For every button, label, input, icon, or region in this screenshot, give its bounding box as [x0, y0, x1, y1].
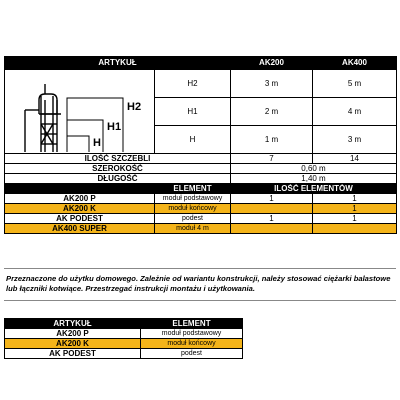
note-bottom-divider	[4, 300, 396, 301]
height-label: H1	[155, 98, 231, 126]
elements-desc: moduł podstawowy	[141, 329, 243, 339]
height-ak200: 3 m	[231, 70, 313, 98]
usage-note: Przeznaczone do użytku domowego. Zależnie od wariantu konstrukcji, należy stosować ciężarki balastowe lub łączniki kotwiące. Przestrzegać instrukcji montażu i użytkowania.	[6, 274, 391, 294]
element-ak400: 1	[313, 214, 397, 224]
element-name: AK200 P	[5, 194, 155, 204]
element-ak200: 1	[231, 214, 313, 224]
elements-name: AK200 K	[5, 339, 141, 349]
rungs-row	[5, 154, 397, 164]
element-desc: moduł końcowy	[155, 204, 231, 214]
rungs-label: ILOŚĆ SZCZEBLI	[5, 154, 231, 164]
element-name: AK PODEST	[5, 214, 155, 224]
element-name: AK400 SUPER	[5, 224, 155, 234]
note-top-divider	[4, 268, 396, 269]
element-ak400	[313, 224, 397, 234]
elements-row	[5, 339, 243, 349]
height-ak400: 3 m	[313, 126, 397, 154]
height-label: H	[155, 126, 231, 154]
element-header-blank	[5, 184, 155, 194]
height-ak400: 4 m	[313, 98, 397, 126]
spec-header-row	[5, 57, 397, 70]
elements-header-row	[5, 319, 243, 329]
height-ak400: 5 m	[313, 70, 397, 98]
elements-row	[5, 349, 243, 359]
col-header-ak200: AK200	[231, 57, 313, 70]
rungs-ak400: 14	[313, 154, 397, 164]
diagram-label-h1: H1	[107, 121, 122, 133]
ladder-diagram-cell	[5, 70, 155, 154]
element-header-count: ILOŚĆ ELEMENTÓW	[231, 184, 397, 194]
element-name: AK200 K	[5, 204, 155, 214]
element-header-row	[5, 184, 397, 194]
rungs-ak200: 7	[231, 154, 313, 164]
col-header-ak400: AK400	[313, 57, 397, 70]
col-header-element: ELEMENT	[141, 319, 243, 329]
element-ak400: 1	[313, 194, 397, 204]
width-value: 0,60 m	[231, 164, 397, 174]
col-header-artykul: ARTYKUŁ	[5, 319, 141, 329]
element-desc: moduł 4 m	[155, 224, 231, 234]
col-header-artykul: ARTYKUŁ	[5, 57, 231, 70]
element-ak200	[231, 204, 313, 214]
element-row	[5, 224, 397, 234]
elements-name: AK PODEST	[5, 349, 141, 359]
length-value: 1,40 m	[231, 174, 397, 184]
element-ak200	[231, 224, 313, 234]
elements-table	[4, 318, 243, 359]
element-row	[5, 214, 397, 224]
element-header-element: ELEMENT	[155, 184, 231, 194]
width-label: SZEROKOŚĆ	[5, 164, 231, 174]
specification-table	[4, 56, 397, 234]
height-label: H2	[155, 70, 231, 98]
diagram-label-h2: H2	[127, 101, 142, 113]
element-row	[5, 204, 397, 214]
width-row	[5, 164, 397, 174]
element-row	[5, 194, 397, 204]
elements-name: AK200 P	[5, 329, 141, 339]
element-ak400: 1	[313, 204, 397, 214]
height-row-h2	[5, 70, 397, 98]
elements-desc: moduł końcowy	[141, 339, 243, 349]
height-ak200: 2 m	[231, 98, 313, 126]
element-ak200: 1	[231, 194, 313, 204]
elements-desc: podest	[141, 349, 243, 359]
height-ak200: 1 m	[231, 126, 313, 154]
element-desc: podest	[155, 214, 231, 224]
length-label: DŁUGOŚĆ	[5, 174, 231, 184]
elements-row	[5, 329, 243, 339]
element-desc: moduł podstawowy	[155, 194, 231, 204]
length-row	[5, 174, 397, 184]
diagram-label-h: H	[93, 137, 101, 149]
